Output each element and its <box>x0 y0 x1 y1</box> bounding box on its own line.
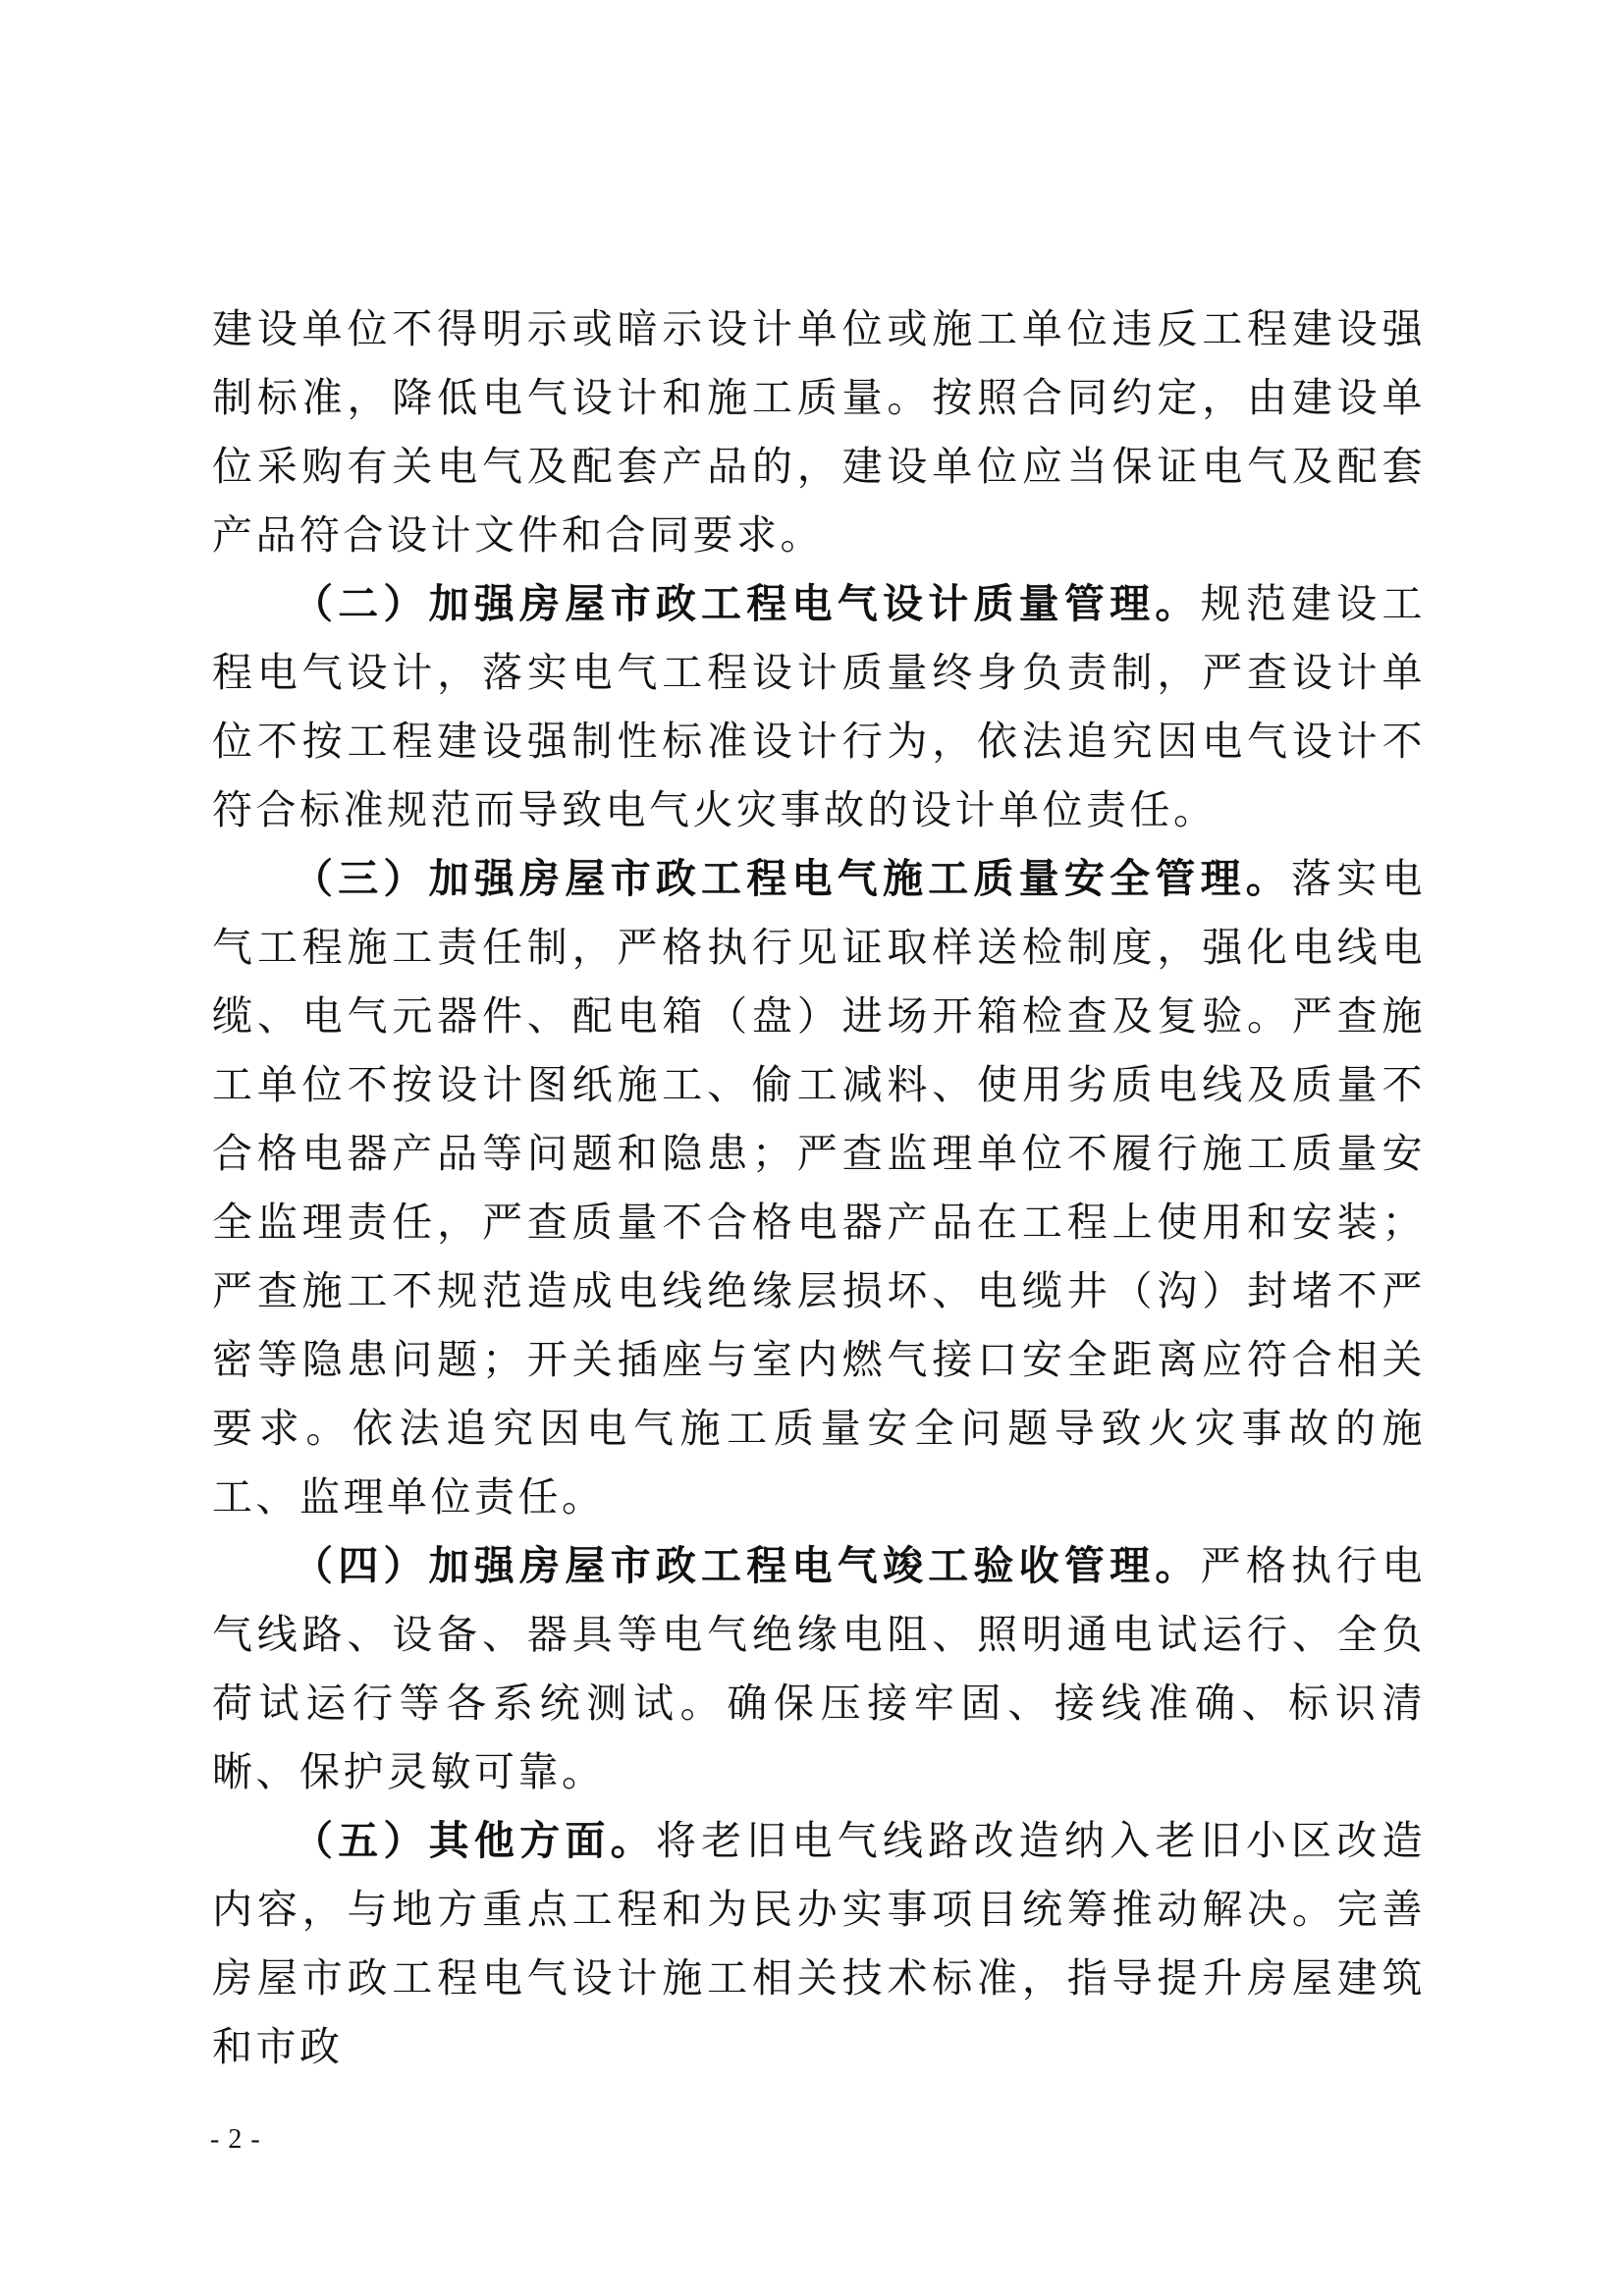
section-five-paragraph <box>212 1806 1426 2081</box>
document-body <box>212 294 1426 2081</box>
section-two-text: 规范建设工程电气设计，落实电气工程设计质量终身负责制，严查设计单位不按工程建设强制性标准设计行为，依法追究因电气设计不符合标准规范而导致电气火灾事故的设计单位责任。 <box>212 580 1427 833</box>
page-number: - 2 - <box>210 2124 261 2155</box>
section-two-paragraph <box>212 569 1426 844</box>
section-four-heading: （四）加强房屋市政工程电气竣工验收管理。 <box>293 1542 1201 1589</box>
section-four-paragraph <box>212 1531 1426 1806</box>
section-three-text: 落实电气工程施工责任制，严格执行见证取样送检制度，强化电线电缆、电气元器件、配电箱（盘）进场开箱检查及复验。严查施工单位不按设计图纸施工、偷工减料、使用劣质电线及质量不合格电器产品等问题和隐患；严查监理单位不履行施工质量安全监理责任，严查质量不合格电器产品在工程上使用和安装；严查施工不规范造成电线绝缘层损坏、电缆井（沟）封堵不严密等隐患问题；开关插座与室内燃气接口安全距离应符合相关要求。依法追究因电气施工质量安全问题导致火灾事故的施工、监理单位责任。 <box>212 855 1427 1521</box>
section-three-heading: （三）加强房屋市政工程电气施工质量安全管理。 <box>293 855 1292 902</box>
section-three-paragraph <box>212 844 1426 1531</box>
continued-paragraph <box>212 294 1426 569</box>
section-five-text: 将老旧电气线路改造纳入老旧小区改造内容，与地方重点工程和为民办实事项目统筹推动解决。完善房屋市政工程电气设计施工相关技术标准，指导提升房屋建筑和市政 <box>212 1817 1427 2070</box>
section-four-text: 严格执行电气线路、设备、器具等电气绝缘电阻、照明通电试运行、全负荷试运行等各系统测试。确保压接牢固、接线准确、标识清晰、保护灵敏可靠。 <box>212 1542 1427 1795</box>
section-two-heading: （二）加强房屋市政工程电气设计质量管理。 <box>293 580 1201 627</box>
paragraph-text: 建设单位不得明示或暗示设计单位或施工单位违反工程建设强制标准，降低电气设计和施工质量。按照合同约定，由建设单位采购有关电气及配套产品的，建设单位应当保证电气及配套产品符合设计文件和合同要求。 <box>212 305 1426 559</box>
section-five-heading: （五）其他方面。 <box>293 1817 656 1864</box>
